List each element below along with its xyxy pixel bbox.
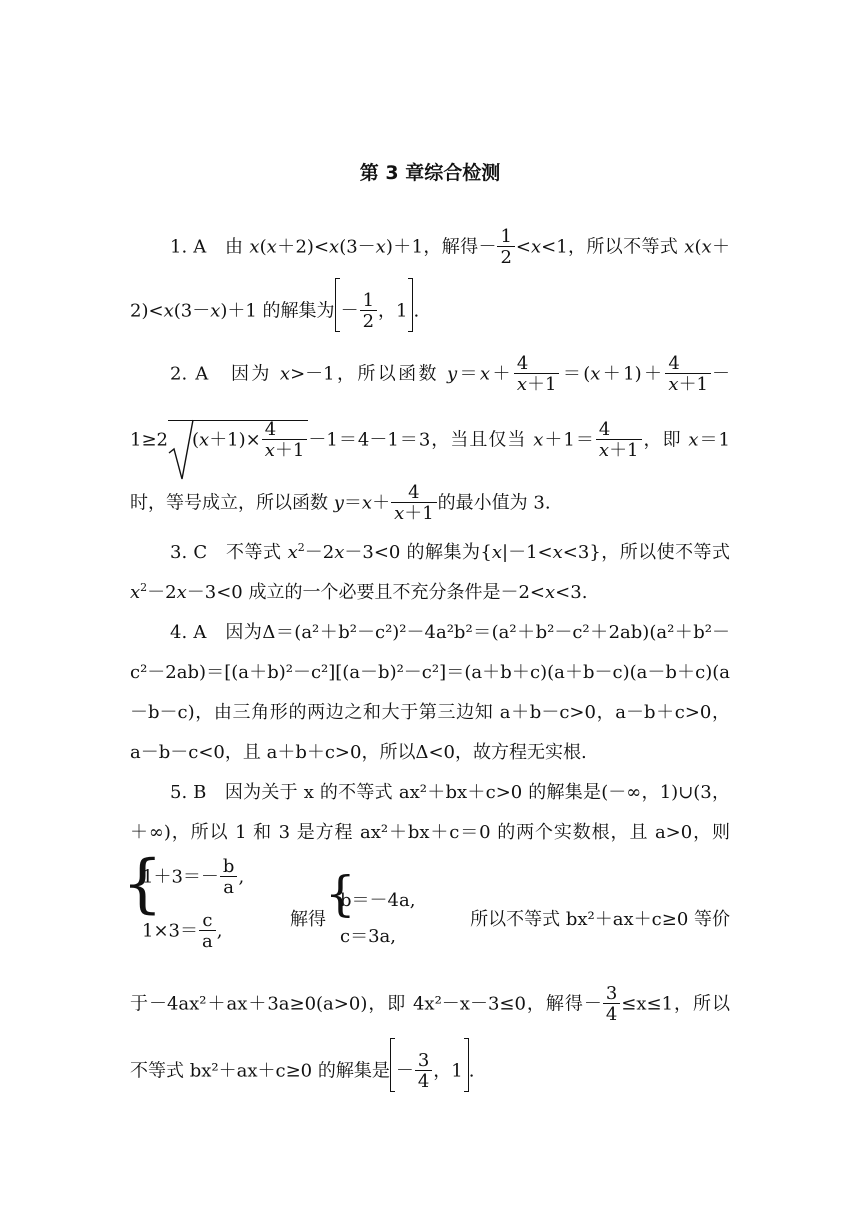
system-eq-3: b＝－4a,	[340, 890, 416, 911]
q5-line-5: 不等式 bx²＋ax＋c≥0 的解集是 － $\frac{3}{4}$ ，1 .	[130, 1052, 730, 1091]
q2-line-1: 2. A 因为 x>－1，所以函数 y＝x＋ $\frac{4}{x+1}$ ＝(x＋1)＋ $\frac{4}{x+1}$ －	[170, 353, 731, 395]
q3-line-2: $x^2-2x-3<0$ 成立的一个必要且不充分条件是－2<x<3.	[130, 581, 588, 603]
system-eq-2: 1×3＝ $\frac{c}{a}$ ,	[142, 910, 223, 952]
solve-label: 解得	[290, 909, 326, 930]
q4-line-1: 4. A 因为Δ＝(a²＋b²－c²)²－4a²b²＝(a²＋b²－c²＋2ab)(a²＋b²－	[170, 622, 730, 643]
q5-line-3-tail: 所以不等式 bx²＋ax＋c≥0 等价	[470, 909, 730, 930]
fraction-4-over-x-plus-1: $\frac{4}{x+1}$	[514, 355, 560, 394]
q3-line-1: 3. C 不等式 $x^2-2x-3<0$ 的解集为{x|－1<x<3}，所以使不等式	[170, 541, 730, 563]
q5-line-2: ＋∞)，所以 1 和 3 是方程 ax²＋bx＋c＝0 的两个实数根，且 a>0，则	[130, 822, 730, 843]
fraction-half: $\frac{1}{2}$	[497, 228, 514, 267]
interval-bracket-2: － $\frac{3}{4}$ ，1	[390, 1052, 469, 1091]
q5-line-1: 5. B 因为关于 x 的不等式 ax²＋bx＋c>0 的解集是(－∞，1)∪(3，	[170, 782, 730, 803]
q5-line-4: 于－4ax²＋ax＋3a≥0(a>0)，即 4x²－x－3≤0，解得－ $\frac{3}{4}$ ≤x≤1，所以	[130, 983, 730, 1025]
system-eq-4: c＝3a,	[340, 926, 396, 947]
left-brace-system-2: {	[325, 866, 356, 922]
system-eq-1: 1＋3＝－ $\frac{b}{a}$ ,	[142, 856, 245, 898]
q4-line-2: c²－2ab)＝[(a＋b)²－c²][(a－b)²－c²]＝(a＋b＋c)(a＋b－c)(a－b＋c)(a	[130, 662, 730, 683]
q2-line-3: 时，等号成立，所以函数 y＝x＋ $\frac{4}{x+1}$ 的最小值为 3.	[130, 482, 551, 524]
interval-bracket: － $\frac{1}{2}$ ，1	[335, 292, 414, 331]
q1-line-1: 1. A 由 x(x＋2)<x(3－x)＋1，解得－ $\frac{1}{2}$ <x<1，所以不等式 x(x＋	[170, 226, 730, 268]
q4-line-3: －b－c)，由三角形的两边之和大于第三边知 a＋b－c>0，a－b＋c>0，	[130, 702, 730, 723]
page-title: 第 3 章综合检测	[359, 162, 501, 184]
square-root: (x＋1)× $\frac{4}{x+1}$	[168, 420, 308, 460]
q1-line-2: 2)<x(3－x)＋1 的解集为 － $\frac{1}{2}$ ，1 .	[130, 292, 730, 331]
left-brace-system-1: {	[122, 847, 163, 921]
q2-line-2: 1≥2 (x＋1)× $\frac{4}{x+1}$ －1＝4－1＝3，当且仅当 x＋1＝ $\frac{4}{x+1}$ ，即 x＝1	[130, 420, 730, 460]
q4-line-4: a－b－c<0，且 a＋b＋c>0，所以Δ<0，故方程无实根.	[130, 742, 587, 763]
